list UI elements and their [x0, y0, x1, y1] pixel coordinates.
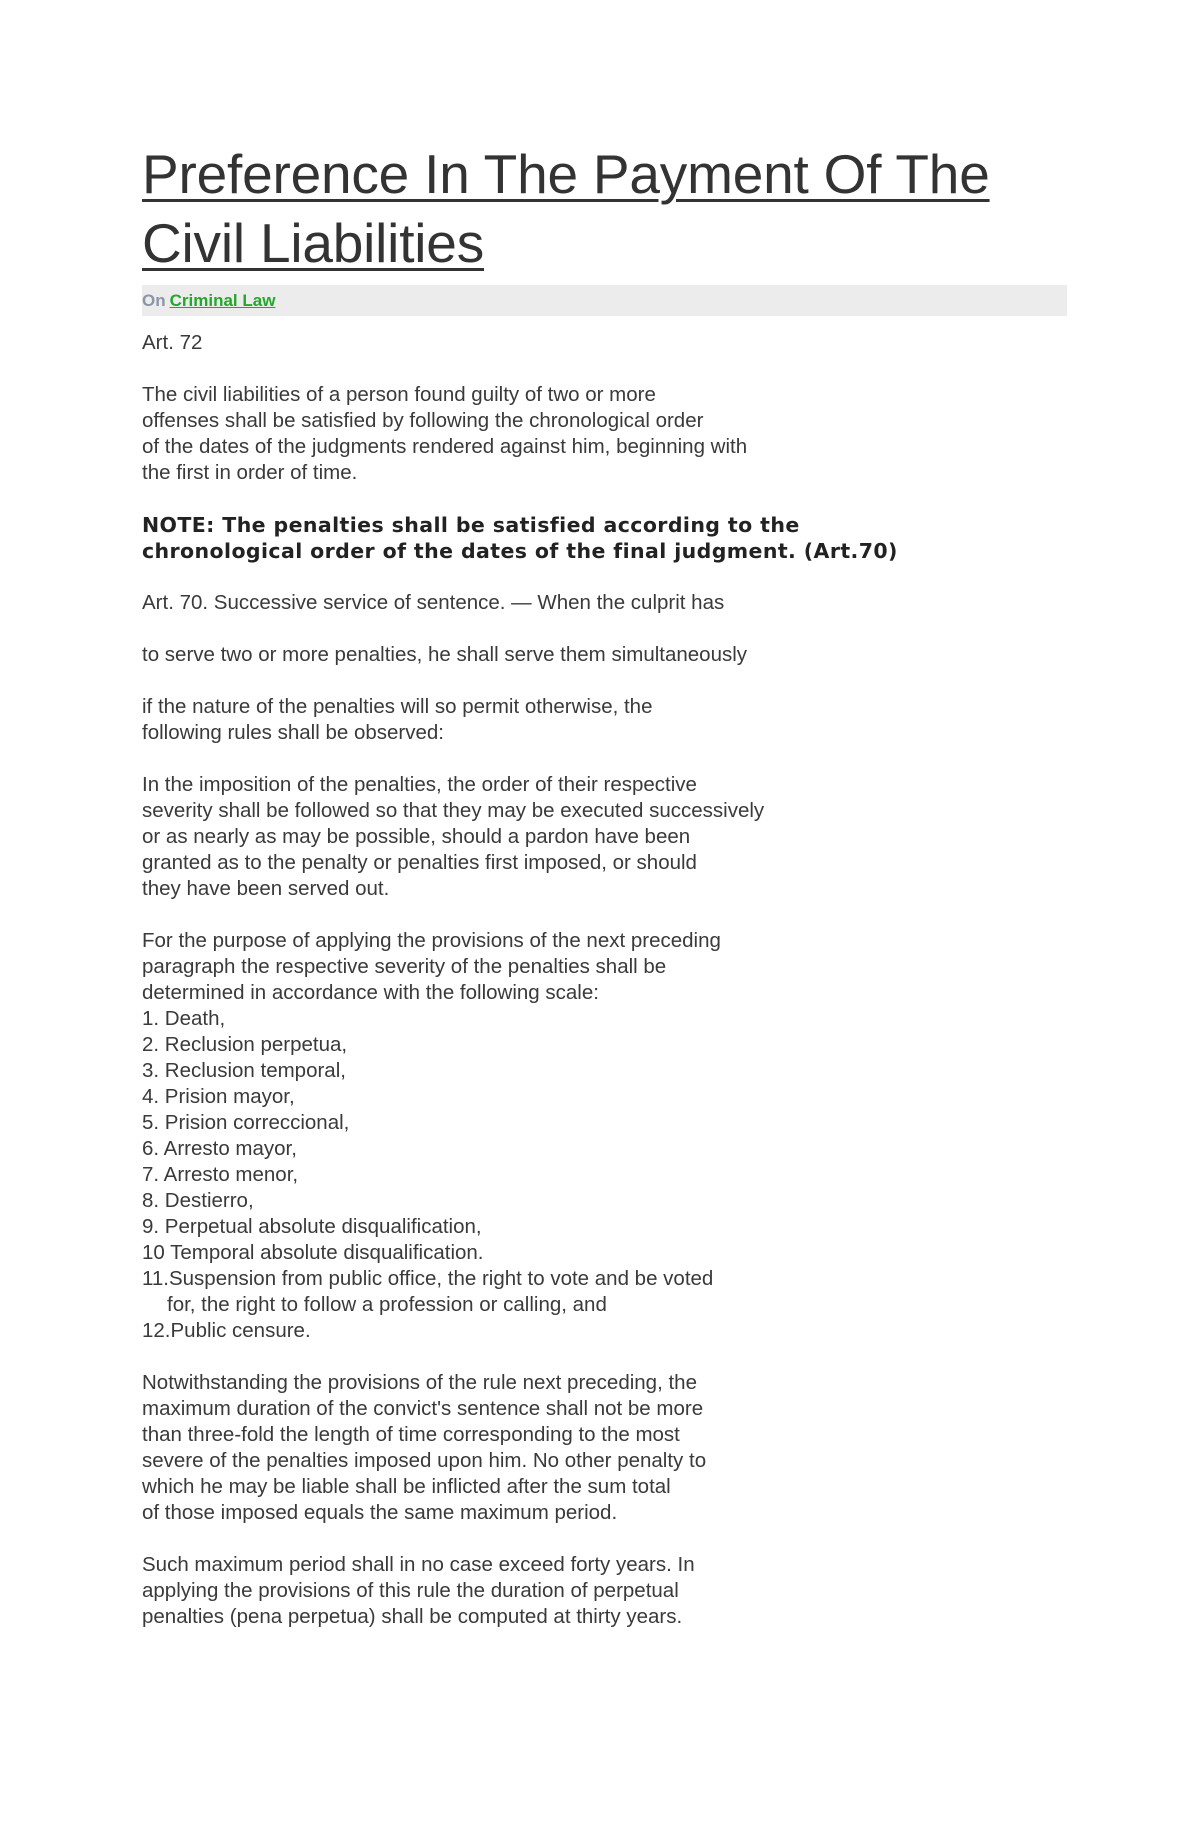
text-line: maximum duration of the convict's sentence shall not be more	[142, 1397, 704, 1420]
scale-item: 7. Arresto menor,	[142, 1163, 299, 1186]
article-content	[142, 330, 1067, 1630]
scale-item: 9. Perpetual absolute disqualification,	[142, 1215, 482, 1238]
text-line: Such maximum period shall in no case exceed forty years. In	[142, 1553, 695, 1576]
meta-prefix: On	[142, 291, 166, 310]
text-line: which he may be liable shall be inflicted after the sum total	[142, 1475, 671, 1498]
scale-item: 11.Suspension from public office, the right to vote and be voted	[142, 1267, 714, 1290]
scale-item: 12.Public censure.	[142, 1319, 311, 1342]
text-line: if the nature of the penalties will so permit otherwise, the	[142, 695, 653, 718]
scale-item: 5. Prision correccional,	[142, 1111, 350, 1134]
text-line: granted as to the penalty or penalties first imposed, or should	[142, 851, 697, 874]
notwithstanding-paragraph	[142, 1370, 1067, 1526]
document-page	[142, 140, 1067, 1656]
text-line: Art. 70. Successive service of sentence. — When the culprit has	[142, 591, 725, 614]
text-line: The civil liabilities of a person found guilty of two or more	[142, 383, 656, 406]
text-line: of those imposed equals the same maximum period.	[142, 1501, 618, 1524]
note-paragraph	[142, 512, 1067, 564]
note-line: chronological order of the dates of the final judgment. (Art.70)	[142, 539, 898, 563]
scale-item: 10 Temporal absolute disqualification.	[142, 1241, 484, 1264]
art70-line-2	[142, 642, 1067, 668]
text-line: they have been served out.	[142, 877, 390, 900]
note-line: NOTE: The penalties shall be satisfied according to the	[142, 513, 800, 537]
post-meta-bar	[142, 285, 1067, 316]
text-line: Notwithstanding the provisions of the rule next preceding, the	[142, 1371, 697, 1394]
art70-line-1	[142, 590, 1067, 616]
page-title[interactable]	[142, 140, 1067, 278]
title-line: Preference In The Payment Of The	[142, 143, 990, 205]
scale-paragraph	[142, 928, 1067, 1344]
maximum-paragraph	[142, 1552, 1067, 1630]
text-line: of the dates of the judgments rendered against him, beginning with	[142, 435, 748, 458]
scale-item: 4. Prision mayor,	[142, 1085, 295, 1108]
text-line: the first in order of time.	[142, 461, 358, 484]
text-line: penalties (pena perpetua) shall be computed at thirty years.	[142, 1605, 683, 1628]
category-link[interactable]: Criminal Law	[169, 291, 276, 310]
text-line: applying the provisions of this rule the duration of perpetual	[142, 1579, 679, 1602]
text-line: or as nearly as may be possible, should a pardon have been	[142, 825, 691, 848]
text-line: paragraph the respective severity of the penalties shall be	[142, 955, 667, 978]
scale-item-continuation: for, the right to follow a profession or calling, and	[167, 1293, 607, 1316]
text-line: In the imposition of the penalties, the order of their respective	[142, 773, 697, 796]
imposition-paragraph	[142, 772, 1067, 902]
scale-item: 1. Death,	[142, 1007, 226, 1030]
text-line: For the purpose of applying the provisions of the next preceding	[142, 929, 721, 952]
text-line: offenses shall be satisfied by following the chronological order	[142, 409, 704, 432]
scale-item: 6. Arresto mayor,	[142, 1137, 297, 1160]
title-line: Civil Liabilities	[142, 212, 484, 274]
scale-item: 2. Reclusion perpetua,	[142, 1033, 348, 1056]
text-line: following rules shall be observed:	[142, 721, 444, 744]
scale-item: 3. Reclusion temporal,	[142, 1059, 346, 1082]
text-line: severity shall be followed so that they may be executed successively	[142, 799, 765, 822]
text-line: to serve two or more penalties, he shall serve them simultaneously	[142, 643, 748, 666]
scale-item: 8. Destierro,	[142, 1189, 254, 1212]
text-line: Art. 72	[142, 331, 203, 354]
text-line: than three-fold the length of time corresponding to the most	[142, 1423, 680, 1446]
text-line: severe of the penalties imposed upon him. No other penalty to	[142, 1449, 707, 1472]
art72-heading	[142, 330, 1067, 356]
text-line: determined in accordance with the following scale:	[142, 981, 599, 1004]
art70-line-3	[142, 694, 1067, 746]
art72-paragraph	[142, 382, 1067, 486]
